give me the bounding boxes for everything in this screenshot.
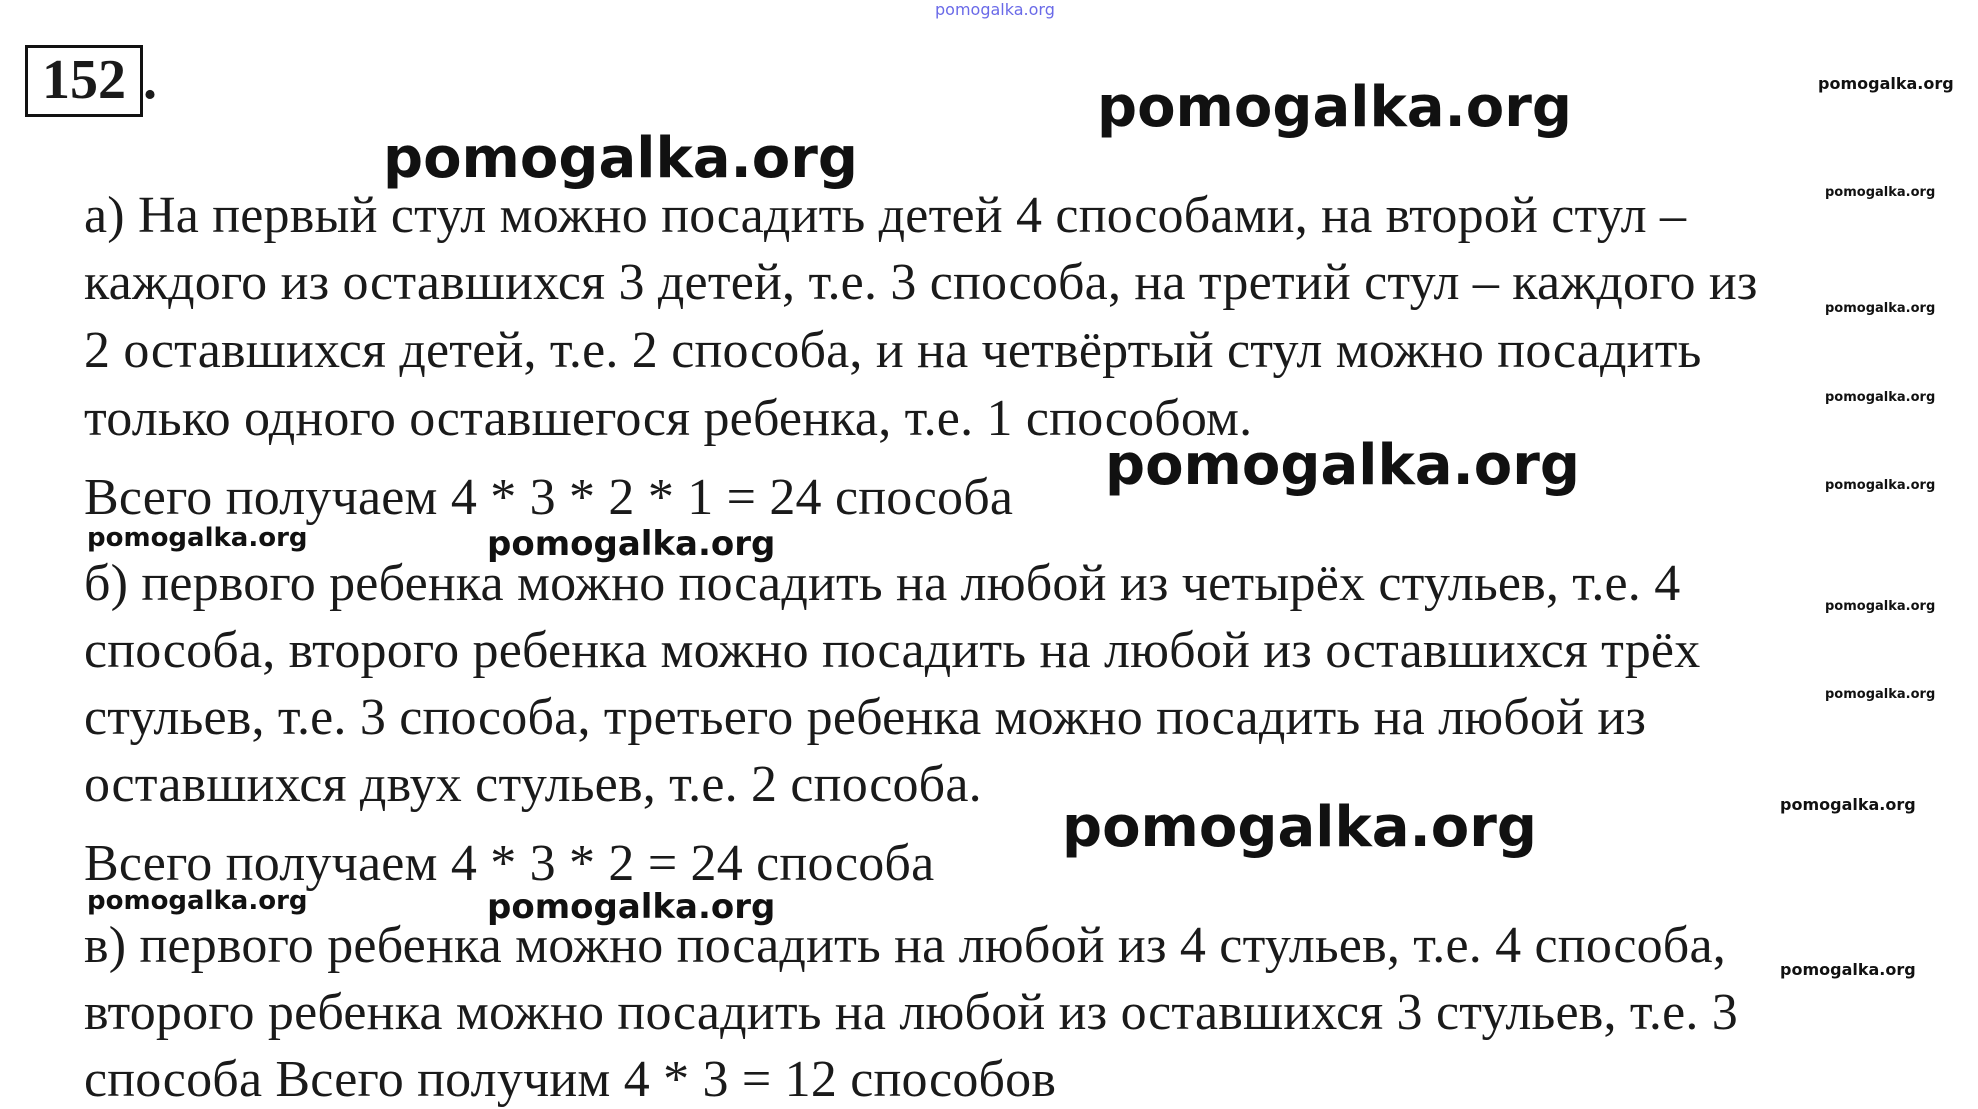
text-line-a3: 2 оставшихся детей, т.е. 2 способа, и на четвёртый стул можно посадить: [84, 322, 1702, 379]
watermark-large: pomogalka.org: [1062, 795, 1537, 860]
watermark-tiny: pomogalka.org: [1825, 478, 1936, 493]
watermark-medium: pomogalka.org: [87, 523, 308, 553]
watermark-medium: pomogalka.org: [87, 886, 308, 916]
text-line-b-total: Всего получаем 4 * 3 * 2 = 24 способа: [84, 835, 935, 892]
watermark-tiny: pomogalka.org: [1825, 599, 1936, 614]
text-line-a4: только одного оставшегося ребенка, т.е. 1 способом.: [84, 390, 1253, 447]
watermark-tiny: pomogalka.org: [1825, 301, 1936, 316]
problem-number: [25, 45, 157, 117]
watermark-large: pomogalka.org: [1097, 75, 1572, 140]
watermark-top: pomogalka.org: [935, 0, 1055, 19]
text-line-a-total: Всего получаем 4 * 3 * 2 * 1 = 24 способа: [84, 469, 1014, 526]
text-line-b1: б) первого ребенка можно посадить на любой из четырёх стульев, т.е. 4: [84, 555, 1681, 612]
text-line-c3: способа Всего получим 4 * 3 = 12 способов: [84, 1051, 1057, 1108]
watermark-medium: pomogalka.org: [487, 887, 776, 927]
text-line-b4: оставшихся двух стульев, т.е. 2 способа.: [84, 756, 982, 813]
text-line-c1: в) первого ребенка можно посадить на любой из 4 стульев, т.е. 4 способа,: [84, 917, 1726, 974]
watermark-small: pomogalka.org: [1818, 74, 1954, 93]
watermark-tiny: pomogalka.org: [1825, 687, 1936, 702]
watermark-tiny: pomogalka.org: [1825, 390, 1936, 405]
problem-number-dot: .: [143, 49, 157, 111]
watermark-tiny: pomogalka.org: [1825, 185, 1936, 200]
watermark-large: pomogalka.org: [383, 126, 858, 191]
watermark-small: pomogalka.org: [1780, 795, 1916, 814]
problem-number-box: 152: [25, 45, 143, 117]
watermark-medium: pomogalka.org: [487, 524, 776, 564]
text-line-b3: стульев, т.е. 3 способа, третьего ребенка можно посадить на любой из: [84, 689, 1647, 746]
watermark-large: pomogalka.org: [1105, 433, 1580, 498]
text-line-a1: а) На первый стул можно посадить детей 4 способами, на второй стул –: [84, 187, 1687, 244]
text-line-b2: способа, второго ребенка можно посадить на любой из оставшихся трёх: [84, 622, 1701, 679]
text-line-c2: второго ребенка можно посадить на любой из оставшихся 3 стульев, т.е. 3: [84, 984, 1738, 1041]
watermark-small: pomogalka.org: [1780, 960, 1916, 979]
text-line-a2: каждого из оставшихся 3 детей, т.е. 3 способа, на третий стул – каждого из: [84, 254, 1758, 311]
